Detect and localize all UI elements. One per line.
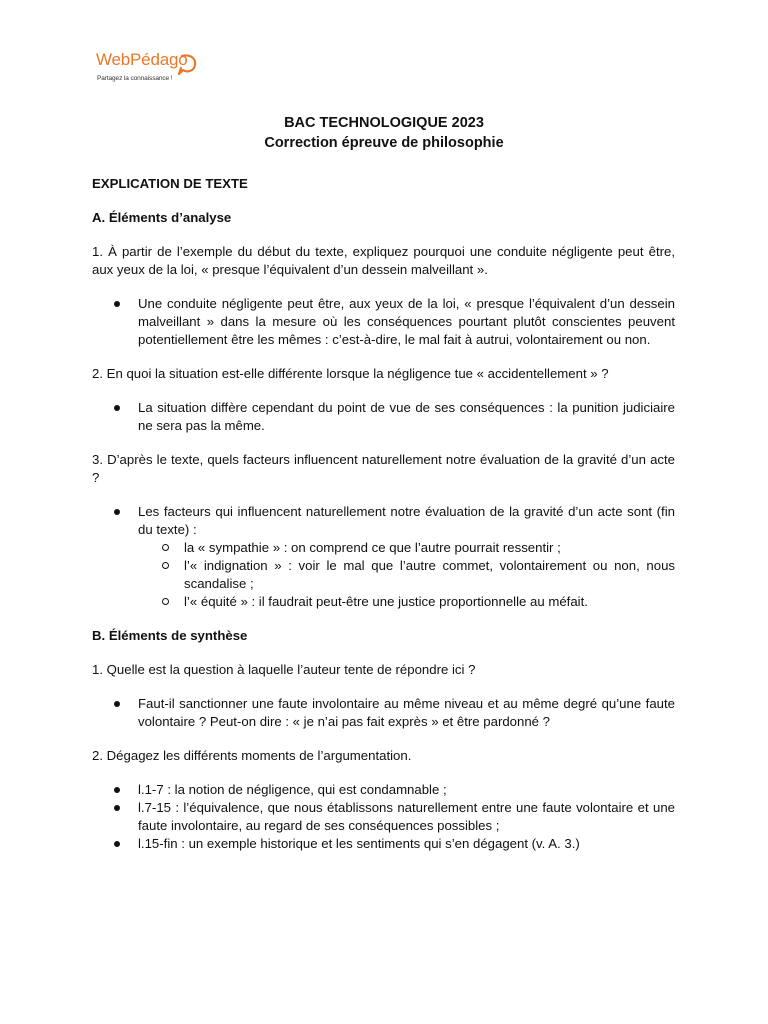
answer-list-b1	[92, 695, 675, 731]
webpedago-logo[interactable]	[96, 50, 216, 90]
argument-moment-3: l.15-fin : un exemple historique et les sentiments qui s’en dégagent (v. A. 3.)	[138, 835, 675, 853]
document-header	[0, 113, 768, 153]
answer-list-a2	[92, 399, 675, 435]
question-a1: 1. À partir de l’exemple du début du texte, expliquez pourquoi une conduite négligente peut être, aux yeux de la loi, « presque l’équivalent d’un dessein malveillant ».	[92, 244, 675, 277]
factor-item-indignation: l’« indignation » : voir le mal que l’autre commet, volontairement ou non, nous scandalise ;	[184, 558, 675, 591]
part-b-heading: B. Éléments de synthèse	[92, 628, 248, 643]
section-heading-main: EXPLICATION DE TEXTE	[92, 176, 248, 191]
factor-item-sympathie: la « sympathie » : on comprend ce que l’autre pourrait ressentir ;	[184, 539, 675, 557]
logo-name: WebPédago	[96, 50, 188, 69]
factor-list	[138, 539, 675, 611]
answer-list-a1	[92, 295, 675, 349]
answer-a2: La situation diffère cependant du point de vue de ses conséquences : la punition judiciaire ne sera pas la même.	[138, 400, 675, 433]
document-subtitle: Correction épreuve de philosophie	[264, 135, 504, 151]
argument-moment-2: l.7-15 : l’équivalence, que nous établissons naturellement entre une faute volontaire et une faute involontaire, au regard de ses conséquences possibles ;	[138, 800, 675, 833]
question-b2: 2. Dégagez les différents moments de l’argumentation.	[92, 748, 412, 763]
question-b1: 1. Quelle est la question à laquelle l’auteur tente de répondre ici ?	[92, 662, 476, 677]
document-body	[92, 175, 675, 853]
factor-item-equite: l’« équité » : il faudrait peut-être une justice proportionnelle au méfait.	[184, 593, 675, 611]
argument-moments-list	[92, 781, 675, 853]
answer-b1: Faut-il sanctionner une faute involontaire au même niveau et au même degré qu’une faute volontaire ? Peut-on dire : « je n’ai pas fait exprès » et être pardonné ?	[138, 696, 675, 729]
part-a-heading: A. Éléments d’analyse	[92, 210, 232, 225]
logo-tagline: Partagez la connaissance !	[97, 75, 173, 82]
answer-list-a3	[92, 503, 675, 611]
speech-bubble-icon	[176, 53, 198, 75]
question-a2: 2. En quoi la situation est-elle différente lorsque la négligence tue « accidentellement » ?	[92, 366, 609, 381]
answer-a3-text: Les facteurs qui influencent naturellement notre évaluation de la gravité d’un acte sont (fin du texte) :	[138, 504, 675, 537]
question-a3: 3. D’après le texte, quels facteurs influencent naturellement notre évaluation de la gravité d’un acte ?	[92, 452, 675, 485]
document-title: BAC TECHNOLOGIQUE 2023	[284, 115, 484, 131]
answer-a3	[138, 503, 675, 611]
answer-a1: Une conduite négligente peut être, aux yeux de la loi, « presque l’équivalent d’un dessein malveillant » dans la mesure où les conséquences pourtant plutôt conscientes peuvent potentiellement être les mêmes : c’est-à-dire, le mal fait à autrui, volontairement ou non.	[138, 296, 675, 347]
argument-moment-1: l.1-7 : la notion de négligence, qui est condamnable ;	[138, 781, 675, 799]
